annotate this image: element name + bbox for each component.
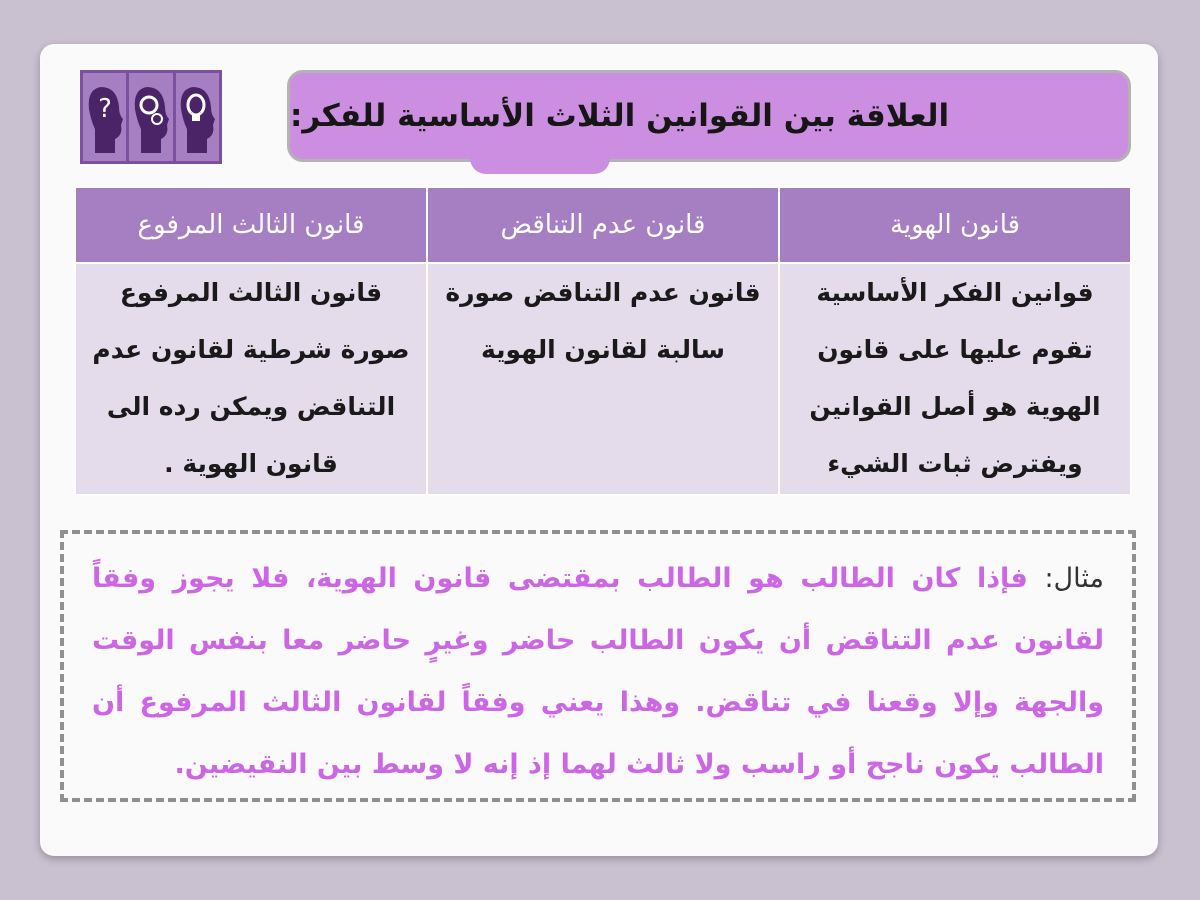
example-text: فإذا كان الطالب هو الطالب بمقتضى قانون الهوية، فلا يجوز وفقاً لقانون عدم التناقض أن يكون الطالب حاضر وغيرٍ حاضر معا بنفس الوقت والجهة وإلا وقعنا في تناقض. وهذا يعني وفقاً لقانون الثالث المرفوع أن الطالب يكون ناجح أو راسب ولا ثالث لهما إذ إنه لا وسط بين النقيضين.: [92, 563, 1104, 780]
header-excluded-middle-law: قانون الثالث المرفوع: [75, 187, 427, 263]
table-header-row: [75, 187, 1131, 263]
header-non-contradiction-law: قانون عدم التناقض: [427, 187, 779, 263]
slide-title: العلاقة بين القوانين الثلاث الأساسية للفكر:: [287, 70, 1131, 162]
thinking-logo: [80, 70, 222, 164]
example-prefix: مثال:: [1044, 563, 1104, 594]
laws-table: [74, 186, 1132, 496]
table-row: [75, 263, 1131, 495]
title-tab: [470, 158, 610, 174]
cell-non-contradiction-law: قانون عدم التناقض صورة سالبة لقانون الهوية: [427, 263, 779, 495]
lightbulb-head-icon: [176, 73, 219, 161]
cell-excluded-middle-law: قانون الثالث المرفوع صورة شرطية لقانون عدم التناقض ويمكن رده الى قانون الهوية .: [75, 263, 427, 495]
example-box: [60, 530, 1136, 802]
header-identity-law: قانون الهوية: [779, 187, 1131, 263]
gears-head-icon: [129, 73, 172, 161]
question-head-icon: [83, 73, 126, 161]
cell-identity-law: قوانين الفكر الأساسية تقوم عليها على قانون الهوية هو أصل القوانين ويفترض ثبات الشيء: [779, 263, 1131, 495]
svg-text:?: ?: [97, 94, 112, 124]
